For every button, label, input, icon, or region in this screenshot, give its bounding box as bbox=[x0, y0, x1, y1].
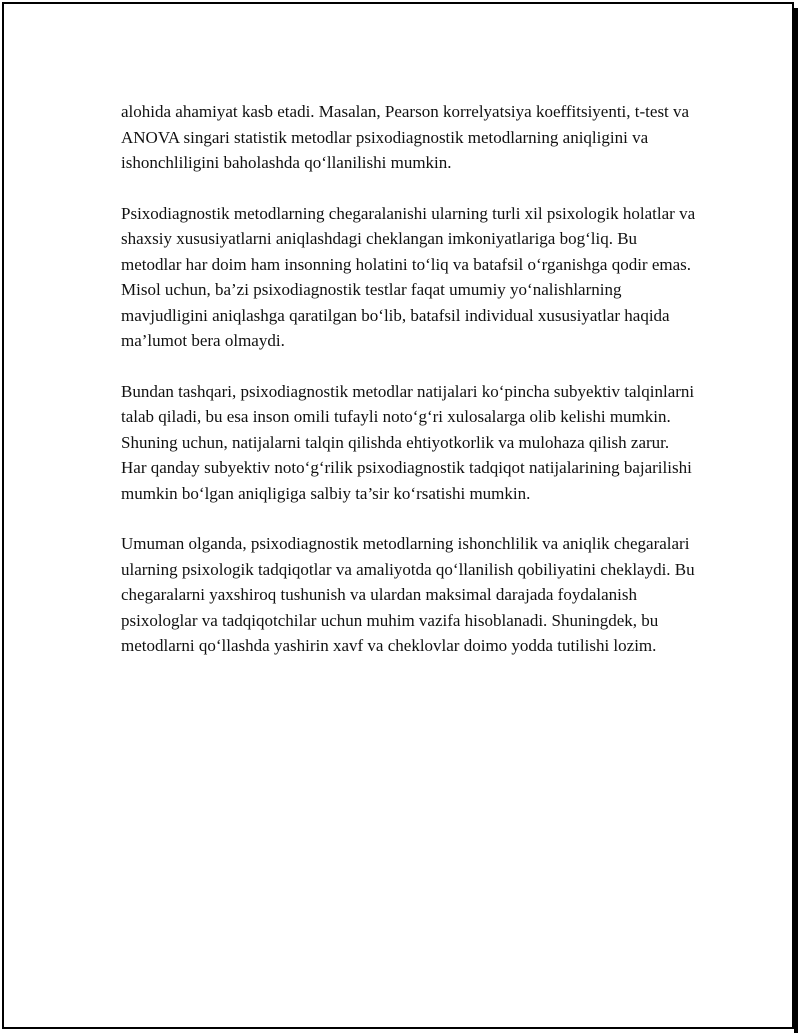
paragraph-2: Psixodiagnostik metodlarning chegaralanishi ularning turli xil psixologik holatlar va shaxsiy xususiyatlarni aniqlashdagi cheklangan imkoniyatlariga bog‘liq. Bu metodlar har doim ham insonning holatini to‘liq va batafsil o‘rganishga qodir emas. Misol uchun, ba’zi psixodiagnostik testlar faqat umumiy yo‘nalishlarning mavjudligini aniqlashga qaratilgan bo‘lib, batafsil individual xususiyatlar haqida ma’lumot bera olmaydi. bbox=[121, 203, 696, 350]
paragraph-3: Bundan tashqari, psixodiagnostik metodlar natijalari ko‘pincha subyektiv talqinlarni talab qiladi, bu esa inson omili tufayli noto‘g‘ri xulosalarga olib kelishi mumkin. Shuning uchun, natijalarni talqin qilishda ehtiyotkorlik va mulohaza qilish zarur. Har qanday subyektiv noto‘g‘rilik psixodiagnostik tadqiqot natijalarining bajarilishi mumkin bo‘lgan aniqligiga salbiy ta’sir ko‘rsatishi mumkin. bbox=[121, 381, 695, 503]
paragraph-1: alohida ahamiyat kasb etadi. Masalan, Pearson korrelyatsiya koeffitsiyenti, t-test va ANOVA singari statistik metodlar psixodiagnostik metodlarning aniqligini va ishonchliligini baholashda qo‘llanilishi mumkin. bbox=[121, 102, 690, 172]
document-page bbox=[2, 2, 794, 1029]
document-body bbox=[121, 99, 696, 684]
paragraph-4: Umuman olganda, psixodiagnostik metodlarning ishonchlilik va aniqlik chegaralari ularning psixologik tadqiqotlar va amaliyotda qo‘llanilish qobiliyatini cheklaydi. Bu chegaralarni yaxshiroq tushunish va ulardan maksimal darajada foydalanish psixologlar va tadqiqotchilar uchun muhim vazifa hisoblanadi. Shuningdek, bu metodlarni qo‘llashda yashirin xavf va cheklovlar doimo yodda tutilishi lozim. bbox=[121, 534, 695, 655]
